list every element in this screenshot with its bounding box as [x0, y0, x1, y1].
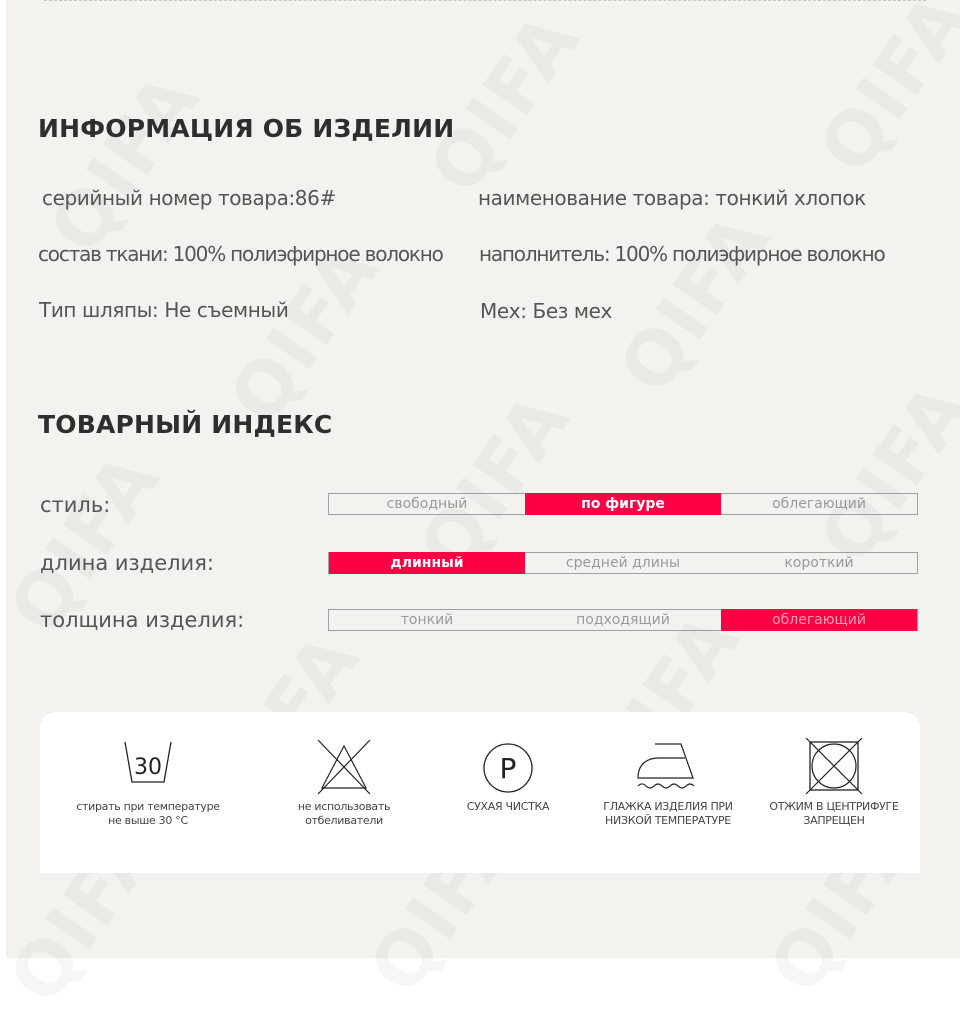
- care-item-bleach: [254, 738, 434, 828]
- scale-option: подходящий: [576, 612, 670, 628]
- care-label: не использовать: [297, 800, 391, 813]
- info-filling: наполнитель: 100% полиэфирное волокно: [479, 242, 885, 266]
- scale-option: средней длины: [565, 555, 681, 571]
- section-title-product-info: ИНФОРМАЦИЯ ОБ ИЗДЕЛИИ: [38, 114, 455, 143]
- section-title-product-index: ТОВАРНЫЙ ИНДЕКС: [38, 410, 333, 439]
- scale-option: короткий: [784, 555, 854, 571]
- index-scale-length: [328, 552, 918, 574]
- scale-option: свободный: [386, 496, 468, 512]
- scale-option-selected: облегающий: [721, 609, 917, 631]
- care-label: ЗАПРЕЩЕН: [803, 814, 865, 827]
- care-item-wash: [58, 738, 238, 828]
- dry-clean-p-icon: [478, 738, 538, 796]
- care-label: СУХАЯ ЧИСТКА: [466, 800, 550, 813]
- no-tumble-dry-icon: [804, 738, 864, 796]
- watermark: [33, 57, 217, 268]
- info-hood-type: Тип шляпы: Не съемный: [39, 298, 289, 322]
- care-item-tumble: [744, 738, 924, 828]
- scale-option: облегающий: [772, 496, 866, 512]
- no-bleach-icon: [314, 738, 374, 796]
- watermark: [603, 197, 787, 408]
- index-scale-thickness: [328, 609, 918, 631]
- scale-option: тонкий: [400, 612, 454, 628]
- info-fabric: состав ткани: 100% полиэфирное волокно: [38, 242, 443, 266]
- index-label-thickness: толщина изделия:: [40, 608, 245, 632]
- info-fur: Мех: Без мех: [480, 299, 612, 323]
- iron-low-icon: [633, 738, 703, 796]
- index-label-length: длина изделия:: [40, 551, 214, 575]
- care-label: ОТЖИМ В ЦЕНТРИФУГЕ: [769, 800, 899, 813]
- scale-option-selected: длинный: [329, 552, 525, 574]
- info-product-name: наименование товара: тонкий хлопок: [478, 186, 866, 210]
- care-item-dry-clean: [418, 738, 598, 814]
- care-label: не выше 30 °С: [108, 814, 188, 827]
- watermark: [803, 367, 960, 578]
- index-scale-style: [328, 493, 918, 515]
- watermark: [803, 0, 960, 189]
- index-label-style: стиль:: [40, 493, 111, 517]
- care-item-ironing: [578, 738, 758, 828]
- scale-option-selected: по фигуре: [525, 493, 721, 515]
- info-serial-number: серийный номер товара:86#: [42, 186, 336, 210]
- care-label: ГЛАЖКА ИЗДЕЛИЯ ПРИ: [603, 800, 733, 813]
- care-label: отбеливатели: [305, 814, 383, 827]
- watermark: [413, 0, 597, 209]
- wash-30-icon: [118, 738, 178, 788]
- care-instructions-panel: [40, 712, 920, 873]
- svg-text:P: P: [499, 752, 517, 785]
- svg-text:30: 30: [134, 755, 162, 780]
- divider: [44, 0, 926, 1]
- care-label: НИЗКОЙ ТЕМПЕРАТУРЕ: [605, 814, 731, 827]
- care-label: стирать при температуре: [76, 800, 220, 813]
